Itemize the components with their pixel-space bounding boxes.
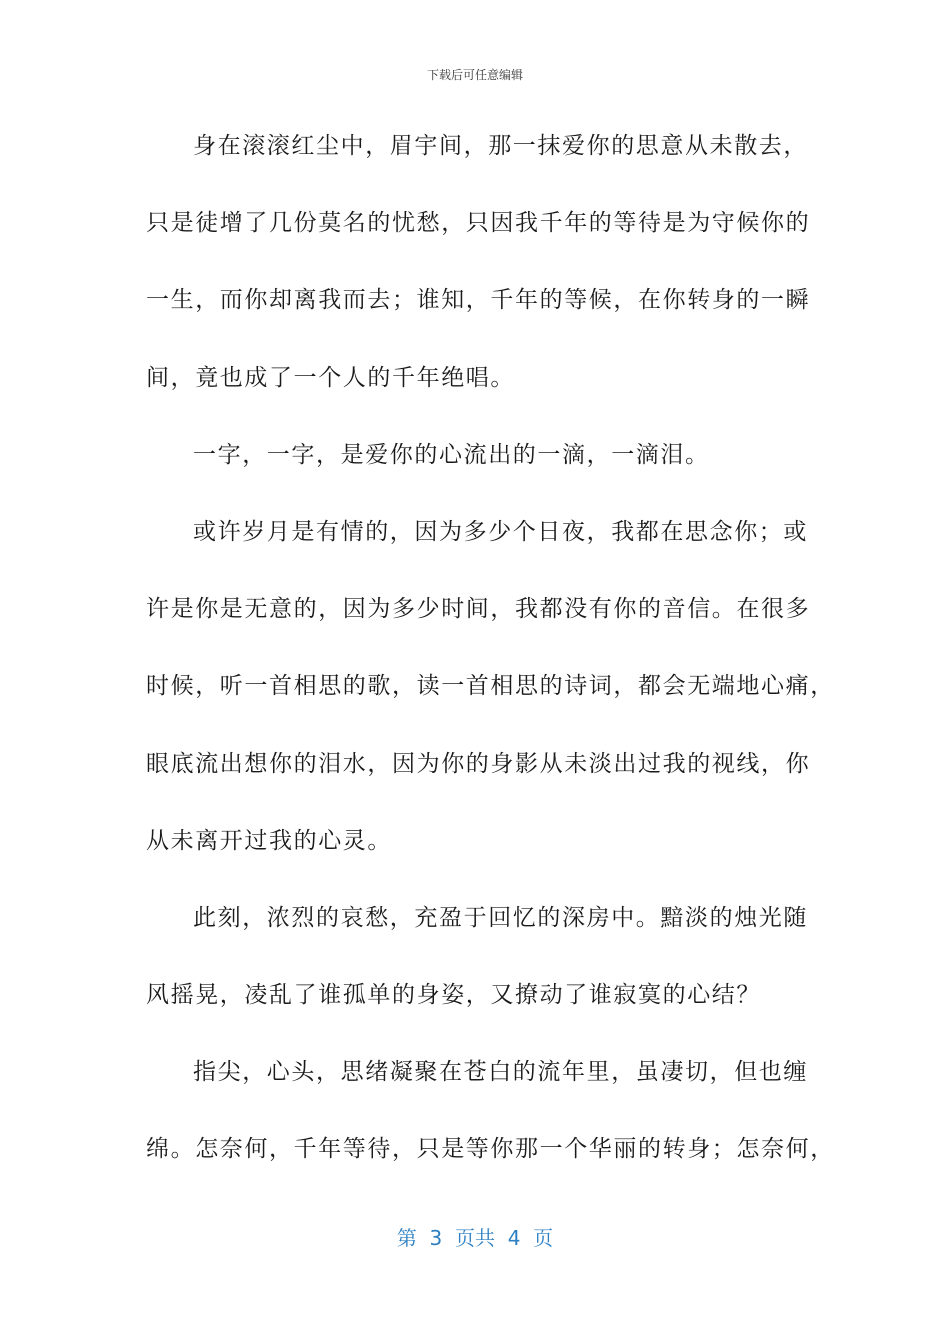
- text-line: 间，竟也成了一个人的千年绝唱。: [146, 364, 515, 391]
- text-line: 时候，听一首相思的歌，读一首相思的诗词，都会无端地心痛，: [146, 673, 835, 700]
- text-line: 一生，而你却离我而去；谁知，千年的等候，在你转身的一瞬: [146, 287, 811, 314]
- text-line: 许是你是无意的，因为多少时间，我都没有你的音信。在很多: [146, 596, 811, 623]
- text-line: 风摇晃，凌乱了谁孤单的身姿，又撩动了谁寂寞的心结？: [146, 982, 761, 1009]
- text-line: 此刻，浓烈的哀愁，充盈于回忆的深房中。黯淡的烛光随: [193, 904, 808, 931]
- text-line: 或许岁月是有情的，因为多少个日夜，我都在思念你；或: [193, 518, 808, 545]
- page-number-footer: 第 3 页共 4 页: [396, 1226, 554, 1250]
- text-line: 指尖，心头，思绪凝聚在苍白的流年里，虽凄切，但也缠: [193, 1059, 808, 1086]
- text-line: 身在滚滚红尘中，眉宇间，那一抹爱你的思意从未散去，: [193, 133, 808, 159]
- text-line: 只是徒增了几份莫名的忧愁，只因我千年的等待是为守候你的: [146, 210, 811, 237]
- text-line: 从未离开过我的心灵。: [146, 827, 392, 854]
- page-header: 下载后可任意编辑: [426, 68, 523, 82]
- document-body: [146, 122, 835, 1203]
- text-line: 眼底流出想你的泪水，因为你的身影从未淡出过我的视线，你: [146, 750, 811, 777]
- text-line: 一字，一字，是爱你的心流出的一滴，一滴泪。: [193, 441, 710, 468]
- text-line: 绵。怎奈何，千年等待，只是等你那一个华丽的转身；怎奈何，: [146, 1136, 835, 1163]
